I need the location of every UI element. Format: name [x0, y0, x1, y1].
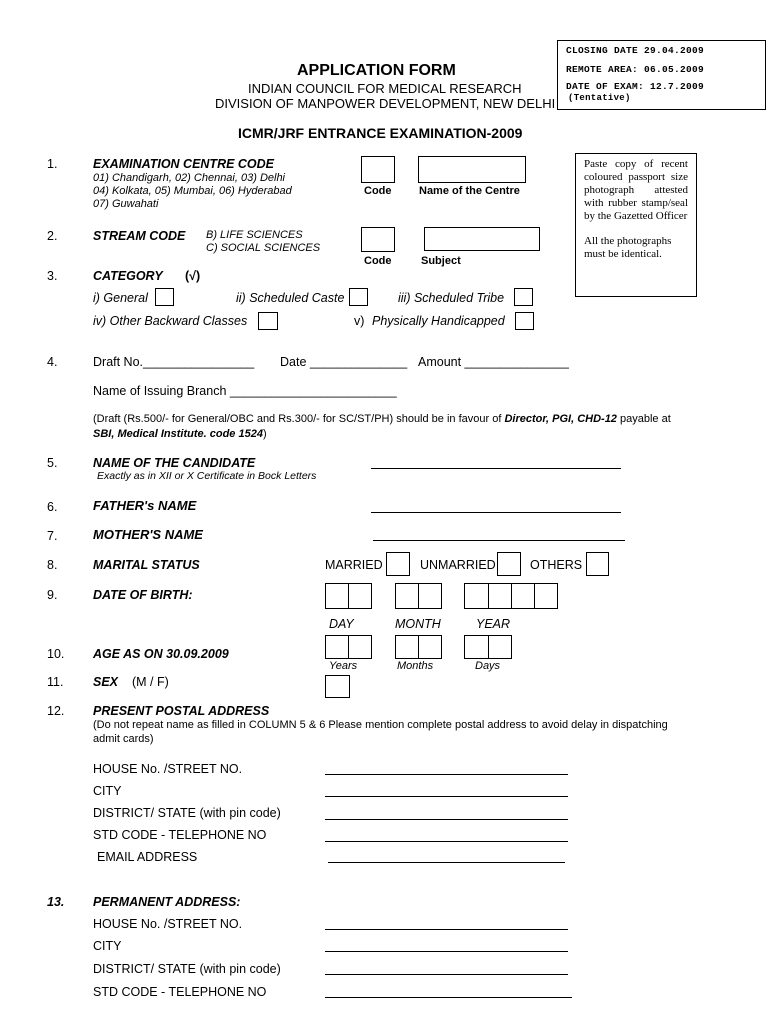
- q5-number: 5.: [47, 456, 58, 470]
- stream-code-box[interactable]: [361, 227, 395, 252]
- marital-status-label: MARITAL STATUS: [93, 558, 200, 572]
- sc-label: ii) Scheduled Caste: [236, 291, 345, 305]
- exam-date: DATE OF EXAM: 12.7.2009: [566, 81, 705, 92]
- subject-caption: Subject: [421, 255, 461, 267]
- candidate-name-input[interactable]: [371, 468, 621, 469]
- dob-year-digit-2[interactable]: [488, 583, 512, 609]
- stream-option-b: B) LIFE SCIENCES: [206, 229, 303, 241]
- ph-checkbox[interactable]: [515, 312, 534, 330]
- dob-day-digit-2[interactable]: [348, 583, 372, 609]
- st-label: iii) Scheduled Tribe: [398, 291, 505, 305]
- age-years-digit-2[interactable]: [348, 635, 372, 659]
- others-label: OTHERS: [530, 558, 583, 572]
- present-email-input[interactable]: [328, 862, 565, 863]
- age-years-digit-1[interactable]: [325, 635, 349, 659]
- father-name-input[interactable]: [371, 512, 621, 513]
- unmarried-checkbox[interactable]: [497, 552, 521, 576]
- centre-options-3: 07) Guwahati: [93, 198, 159, 210]
- age-months-caption: Months: [397, 660, 434, 672]
- age-days-digit-1[interactable]: [464, 635, 489, 659]
- org-name: INDIAN COUNCIL FOR MEDICAL RESEARCH: [248, 81, 522, 96]
- dob-year-digit-1[interactable]: [464, 583, 489, 609]
- dob-day-caption: DAY: [329, 617, 354, 631]
- q6-number: 6.: [47, 500, 58, 514]
- age-days-digit-2[interactable]: [488, 635, 512, 659]
- centre-options-2: 04) Kolkata, 05) Mumbai, 06) Hyderabad: [93, 185, 292, 197]
- obc-checkbox[interactable]: [258, 312, 278, 330]
- closing-date: CLOSING DATE 29.04.2009: [566, 45, 705, 56]
- q1-number: 1.: [47, 157, 58, 171]
- permanent-city-label: CITY: [93, 939, 122, 953]
- centre-code-caption: Code: [364, 185, 392, 197]
- sc-checkbox[interactable]: [349, 288, 368, 306]
- draft-date-field[interactable]: Date ______________: [280, 355, 408, 369]
- q8-number: 8.: [47, 558, 58, 572]
- age-months-digit-2[interactable]: [418, 635, 442, 659]
- sex-box[interactable]: [325, 675, 350, 698]
- permanent-address-label: PERMANENT ADDRESS:: [93, 895, 241, 909]
- present-email-label: EMAIL ADDRESS: [97, 850, 198, 864]
- present-std-input[interactable]: [325, 841, 568, 842]
- stream-option-c: C) SOCIAL SCIENCES: [206, 242, 321, 254]
- dob-month-caption: MONTH: [395, 617, 441, 631]
- draft-no-field[interactable]: Draft No.________________: [93, 355, 255, 369]
- dob-month-digit-1[interactable]: [395, 583, 419, 609]
- others-checkbox[interactable]: [586, 552, 609, 576]
- mother-name-label: MOTHER'S NAME: [93, 527, 203, 542]
- centre-name-caption: Name of the Centre: [419, 185, 520, 197]
- amount-field[interactable]: Amount _______________: [418, 355, 569, 369]
- photo-note: All the photographs must be identical.: [584, 235, 672, 260]
- dob-day-digit-1[interactable]: [325, 583, 349, 609]
- father-name-label: FATHER's NAME: [93, 498, 197, 513]
- dob-year-digit-4[interactable]: [534, 583, 558, 609]
- centre-options-1: 01) Chandigarh, 02) Chennai, 03) Delhi: [93, 172, 286, 184]
- draft-note-line2: [93, 428, 267, 440]
- q4-number: 4.: [47, 355, 58, 369]
- ph-number: v): [354, 314, 365, 328]
- mother-name-input[interactable]: [373, 540, 625, 541]
- centre-name-box[interactable]: [418, 156, 526, 183]
- dob-year-caption: YEAR: [476, 617, 511, 631]
- division-name: DIVISION OF MANPOWER DEVELOPMENT, NEW DELHI: [215, 96, 556, 111]
- permanent-district-input[interactable]: [325, 974, 568, 975]
- exam-centre-label: EXAMINATION CENTRE CODE: [93, 157, 275, 171]
- stream-code-label: STREAM CODE: [93, 229, 186, 243]
- q9-number: 9.: [47, 588, 58, 602]
- draft-payee: Director, PGI, CHD-12: [504, 413, 617, 425]
- exam-title: ICMR/JRF ENTRANCE EXAMINATION-2009: [238, 125, 523, 141]
- q7-number: 7.: [47, 529, 58, 543]
- age-label: AGE AS ON 30.09.2009: [93, 647, 229, 661]
- sex-options: (M / F): [132, 675, 169, 689]
- issuing-branch-field[interactable]: Name of Issuing Branch ________________________: [93, 384, 397, 398]
- present-address-note-2: admit cards): [93, 733, 154, 745]
- age-days-caption: Days: [475, 660, 501, 672]
- present-address-note-1: (Do not repeat name as filled in COLUMN 5 & 6 Please mention complete postal address to avoid delay in dispatching: [93, 719, 668, 731]
- permanent-district-label: DISTRICT/ STATE (with pin code): [93, 962, 281, 976]
- centre-code-box[interactable]: [361, 156, 395, 183]
- draft-bank: SBI, Medical Institute. code 1524: [93, 428, 263, 440]
- form-title: APPLICATION FORM: [297, 62, 456, 79]
- category-label: CATEGORY: [93, 269, 163, 283]
- present-district-label: DISTRICT/ STATE (with pin code): [93, 806, 281, 820]
- obc-label: iv) Other Backward Classes: [93, 314, 248, 328]
- draft-note-text: (Draft (Rs.500/- for General/OBC and Rs.300/- for SC/ST/PH) should be in favour of: [93, 413, 505, 425]
- permanent-std-input[interactable]: [325, 997, 572, 998]
- married-checkbox[interactable]: [386, 552, 410, 576]
- permanent-house-input[interactable]: [325, 929, 568, 930]
- q11-number: 11.: [47, 675, 64, 689]
- sex-label: SEX: [93, 675, 119, 689]
- draft-note-line1: [93, 413, 671, 425]
- candidate-name-hint: Exactly as in XII or X Certificate in Bock Letters: [97, 470, 317, 482]
- age-months-digit-1[interactable]: [395, 635, 419, 659]
- dob-month-digit-2[interactable]: [418, 583, 442, 609]
- unmarried-label: UNMARRIED: [420, 558, 496, 572]
- permanent-city-input[interactable]: [325, 951, 568, 952]
- dob-label: DATE OF BIRTH:: [93, 588, 193, 602]
- general-label: i) General: [93, 291, 148, 305]
- q12-number: 12.: [47, 704, 65, 718]
- q2-number: 2.: [47, 229, 58, 243]
- category-tick: (√): [185, 269, 201, 283]
- general-checkbox[interactable]: [155, 288, 174, 306]
- present-house-label: HOUSE No. /STREET NO.: [93, 762, 243, 776]
- subject-box[interactable]: [424, 227, 540, 251]
- photo-instruction: Paste copy of recent coloured passport size photograph attested with rubber stamp/seal by the Gazetted Officer: [584, 158, 688, 222]
- age-years-caption: Years: [329, 660, 358, 672]
- present-std-label: STD CODE - TELEPHONE NO: [93, 828, 267, 842]
- exam-date-tentative: (Tentative): [568, 93, 631, 103]
- present-address-label: PRESENT POSTAL ADDRESS: [93, 704, 270, 718]
- permanent-house-label: HOUSE No. /STREET NO.: [93, 917, 243, 931]
- married-label: MARRIED: [325, 558, 383, 572]
- permanent-std-label: STD CODE - TELEPHONE NO: [93, 985, 267, 999]
- q3-number: 3.: [47, 269, 58, 283]
- photo-box: [575, 153, 697, 297]
- stream-code-caption: Code: [364, 255, 392, 267]
- ph-label: Physically Handicapped: [372, 314, 505, 328]
- q10-number: 10.: [47, 647, 65, 661]
- present-city-input[interactable]: [325, 796, 568, 797]
- draft-note-end: ): [262, 428, 267, 440]
- present-district-input[interactable]: [325, 819, 568, 820]
- present-house-input[interactable]: [325, 774, 568, 775]
- remote-area-date: REMOTE AREA: 06.05.2009: [566, 64, 705, 75]
- draft-note-mid: payable at: [616, 413, 671, 425]
- candidate-name-label: NAME OF THE CANDIDATE: [93, 456, 256, 470]
- present-city-label: CITY: [93, 784, 122, 798]
- st-checkbox[interactable]: [514, 288, 533, 306]
- q13-number: 13.: [47, 895, 65, 909]
- dob-year-digit-3[interactable]: [511, 583, 535, 609]
